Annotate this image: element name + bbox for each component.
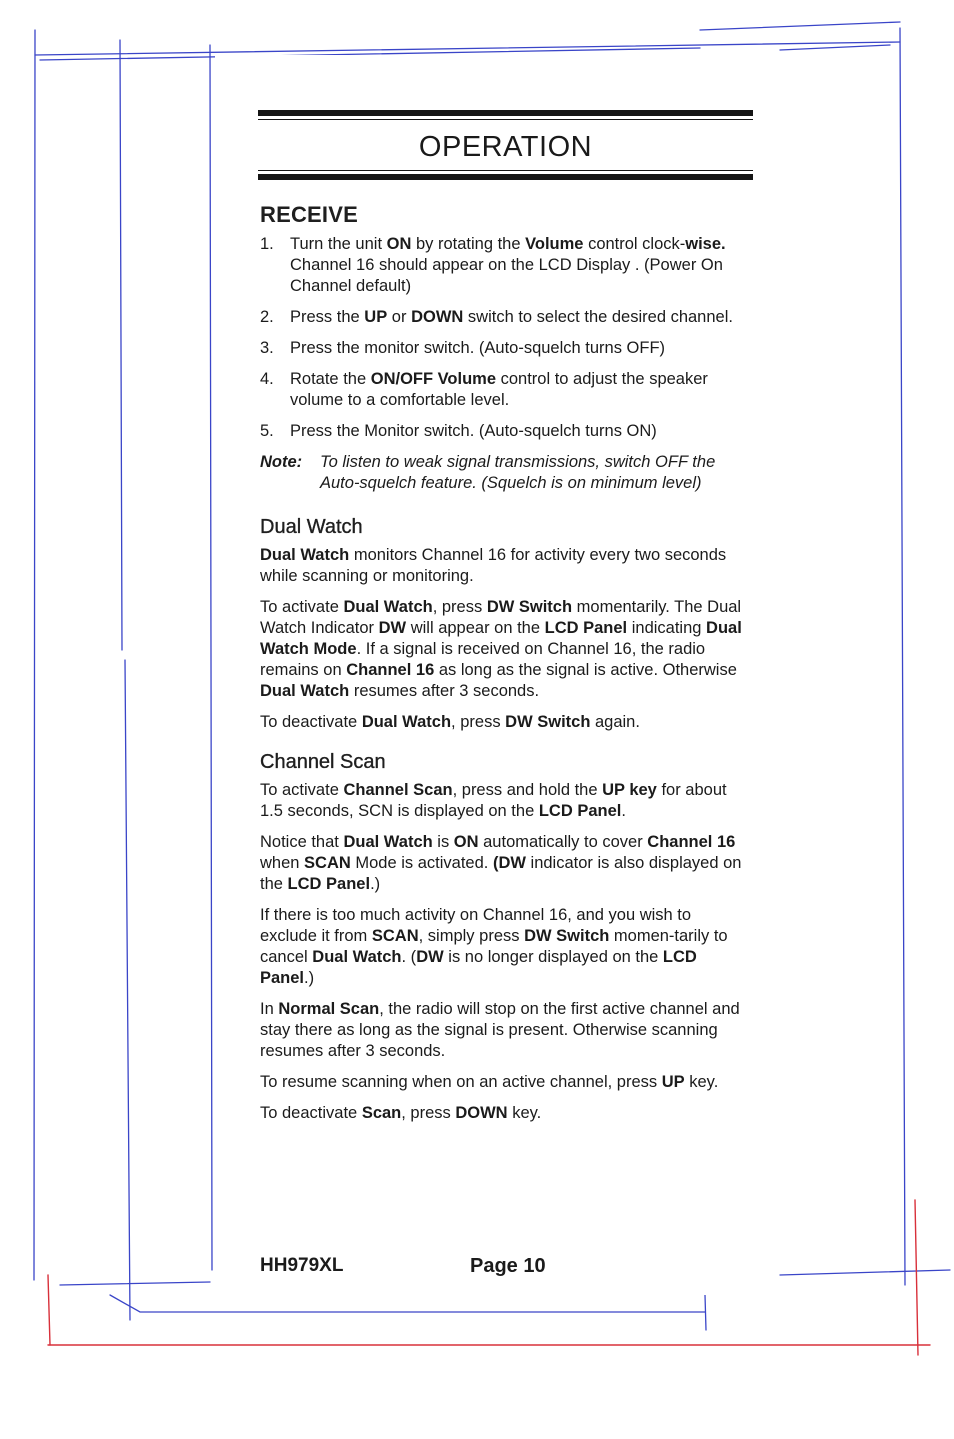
- step-number: 5.: [260, 422, 274, 440]
- emphasis-text: LCD Panel: [544, 619, 628, 637]
- emphasis-text: Channel 16: [346, 661, 435, 679]
- emphasis-text: UP: [364, 308, 388, 326]
- emphasis-text: DW Switch: [505, 713, 591, 731]
- emphasis-text: Volume: [525, 235, 584, 253]
- emphasis-text: DOWN: [411, 308, 464, 326]
- emphasis-text: UP key: [602, 781, 657, 799]
- step-text: Press the UP or DOWN switch to select the desired channel.: [290, 308, 733, 326]
- page-title: OPERATION: [418, 131, 593, 163]
- channel-scan-heading: Channel Scan: [260, 751, 386, 773]
- emphasis-text: DW: [378, 619, 407, 637]
- emphasis-text: Dual Watch: [260, 682, 350, 700]
- list-item: [258, 307, 753, 328]
- step-text: Rotate the ON/OFF Volume control to adjust the speaker volume to a comfortable level.: [290, 370, 708, 409]
- emphasis-text: ON: [386, 235, 412, 253]
- channel-scan-paragraph: In Normal Scan, the radio will stop on the first active channel and stay there as long as the signal is present. Otherwise scanning resumes after 3 seconds.: [260, 1000, 740, 1060]
- channel-scan-paragraph: To deactivate Scan, press DOWN key.: [260, 1104, 542, 1122]
- emphasis-text: (DW: [492, 854, 526, 872]
- emphasis-text: Dual Watch: [361, 713, 452, 731]
- page-number: Page 10: [470, 1255, 546, 1277]
- dual-watch-paragraph: To activate Dual Watch, press DW Switch momentarily. The Dual Watch Indicator DW will appear on the LCD Panel indicating Dual Watch Mode. If a signal is received on Channel 16, the radio remains on Channel 16 as long as the signal is active. Otherwise Dual Watch resumes after 3 seconds.: [260, 598, 742, 700]
- emphasis-text: UP: [661, 1073, 685, 1091]
- list-item: [258, 369, 753, 411]
- emphasis-text: ON/OFF Volume: [370, 370, 497, 388]
- step-number: 2.: [260, 308, 274, 326]
- emphasis-text: Normal Scan: [278, 1000, 380, 1018]
- channel-scan-paragraph: To resume scanning when on an active channel, press UP key.: [260, 1073, 719, 1091]
- emphasis-text: SCAN: [304, 854, 351, 872]
- channel-scan-paragraph: If there is too much activity on Channel 16, and you wish to exclude it from SCAN, simply press DW Switch momen-tarily to cancel Dual Watch. (DW is no longer displayed on the LCD Panel.): [260, 906, 728, 987]
- emphasis-text: Dual Watch: [343, 598, 433, 616]
- bottom-thin-rule: [258, 170, 753, 171]
- note-label: Note:: [260, 453, 303, 471]
- dual-watch-paragraph: Dual Watch monitors Channel 16 for activity every two seconds while scanning or monitoring.: [260, 546, 727, 585]
- channel-scan-paragraph: Notice that Dual Watch is ON automatically to cover Channel 16 when SCAN Mode is activated. (DW indicator is also displayed on the LCD Panel.): [260, 833, 742, 893]
- channel-scan-paragraph: To activate Channel Scan, press and hold the UP key for about 1.5 seconds, SCN is displayed on the LCD Panel.: [260, 781, 727, 820]
- step-text: Press the monitor switch. (Auto-squelch turns OFF): [290, 339, 666, 357]
- list-item: [258, 234, 753, 297]
- dual-watch-paragraph: To deactivate Dual Watch, press DW Switch again.: [260, 713, 640, 731]
- step-number: 4.: [260, 370, 274, 388]
- receive-note: [258, 452, 753, 494]
- emphasis-text: DOWN: [455, 1104, 508, 1122]
- step-text: Press the Monitor switch. (Auto-squelch turns ON): [290, 422, 657, 440]
- model-number: HH979XL: [260, 1255, 344, 1276]
- emphasis-text: DW Switch: [524, 927, 610, 945]
- emphasis-text: Scan: [361, 1104, 402, 1122]
- step-number: 3.: [260, 339, 274, 357]
- receive-steps: [258, 234, 753, 442]
- emphasis-text: LCD Panel: [538, 802, 622, 820]
- emphasis-text: Dual Watch: [343, 833, 433, 851]
- dual-watch-heading: Dual Watch: [260, 516, 363, 538]
- manual-content: [258, 110, 753, 1134]
- step-number: 1.: [260, 235, 274, 253]
- list-item: [258, 421, 753, 442]
- emphasis-text: Dual Watch: [260, 546, 350, 564]
- emphasis-text: Channel Scan: [343, 781, 453, 799]
- emphasis-text: Dual Watch Mode: [260, 619, 742, 658]
- top-thick-rule: [258, 110, 753, 116]
- step-text: Turn the unit ON by rotating the Volume control clock-wise. Channel 16 should appear on the LCD Display . (Power On Channel default): [290, 235, 726, 295]
- emphasis-text: Dual Watch: [312, 948, 402, 966]
- emphasis-text: SCAN: [371, 927, 419, 945]
- bottom-thick-rule: [258, 174, 753, 180]
- emphasis-text: Channel 16: [647, 833, 736, 851]
- title-block: [258, 110, 753, 180]
- receive-heading: RECEIVE: [260, 202, 358, 227]
- emphasis-text: ON: [453, 833, 479, 851]
- emphasis-text: DW: [416, 948, 444, 966]
- emphasis-text: LCD Panel: [287, 875, 371, 893]
- emphasis-text: LCD Panel: [260, 948, 697, 987]
- note-text: To listen to weak signal transmissions, switch OFF the Auto-squelch feature. (Squelch is on minimum level): [320, 453, 716, 492]
- emphasis-text: wise.: [685, 235, 726, 253]
- list-item: [258, 338, 753, 359]
- emphasis-text: DW Switch: [486, 598, 573, 616]
